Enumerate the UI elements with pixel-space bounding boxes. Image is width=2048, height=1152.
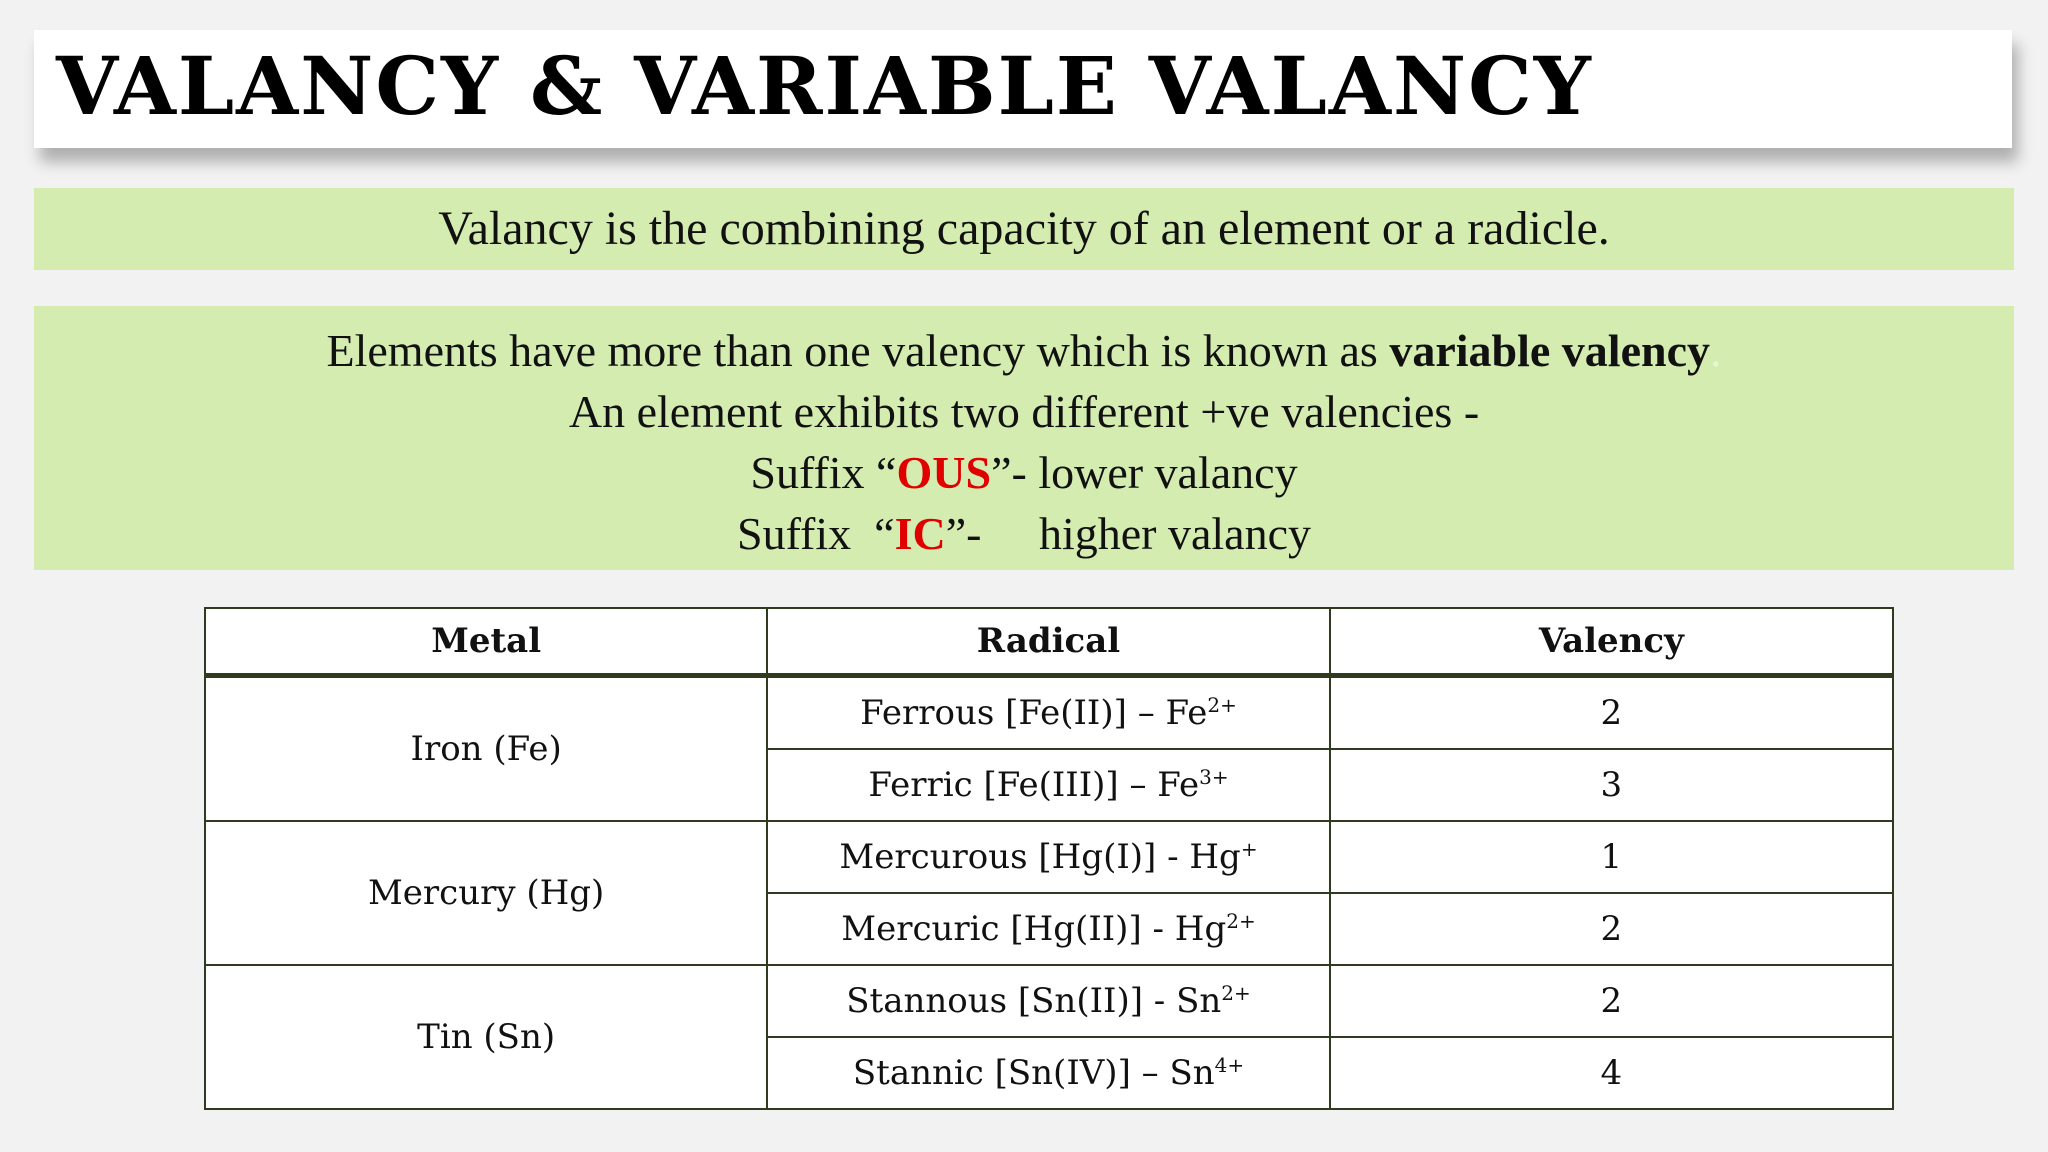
definition-box [34, 188, 2014, 270]
table-row [205, 676, 1893, 750]
radical-charge: 2+ [1207, 693, 1237, 717]
variable-valency-term: variable valency [1389, 325, 1710, 376]
metal-cell: Mercury (Hg) [205, 821, 767, 965]
radical-name: Ferric [Fe(III)] – Fe [868, 765, 1200, 805]
header-metal: Metal [205, 608, 767, 676]
valency-cell: 1 [1330, 821, 1893, 893]
suffix-ous-highlight: OUS [896, 447, 992, 498]
variable-valency-box [34, 306, 2014, 570]
radical-name: Stannic [Sn(IV)] – Sn [852, 1053, 1215, 1093]
suffix-ous-line [34, 442, 2014, 503]
radical-cell [767, 821, 1329, 893]
radical-charge: 2+ [1221, 981, 1251, 1005]
radical-cell [767, 893, 1329, 965]
radical-name: Mercurous [Hg(I)] - Hg [839, 837, 1241, 877]
table-row [205, 821, 1893, 893]
title-banner [34, 30, 2012, 148]
valency-cell: 2 [1330, 676, 1893, 750]
radical-charge: + [1240, 837, 1258, 861]
valancy-definition: Valancy is the combining capacity of an element or a radicle. [438, 202, 1610, 255]
metal-cell: Iron (Fe) [205, 676, 767, 822]
radical-name: Stannous [Sn(II)] - Sn [846, 981, 1222, 1021]
header-radical: Radical [767, 608, 1329, 676]
two-valencies-line: An element exhibits two different +ve valencies - [568, 386, 1480, 437]
radical-name: Ferrous [Fe(II)] – Fe [860, 693, 1208, 733]
variable-valency-line [34, 320, 2014, 381]
suffix-ic-meaning: ”- higher valancy [945, 508, 1311, 559]
header-valency: Valency [1330, 608, 1893, 676]
variable-valency-text: Elements have more than one valency which is known as [326, 325, 1390, 376]
radical-charge: 2+ [1226, 909, 1256, 933]
radical-charge: 4+ [1214, 1053, 1245, 1077]
metal-cell: Tin (Sn) [205, 965, 767, 1109]
table-header-row [205, 608, 1893, 676]
page-title: VALANCY & VARIABLE VALANCY [56, 39, 1593, 133]
radical-cell [767, 965, 1329, 1037]
suffix-ic-highlight: IC [894, 508, 946, 559]
valency-table [204, 607, 1894, 1110]
valency-cell: 4 [1330, 1037, 1893, 1109]
valency-cell: 2 [1330, 965, 1893, 1037]
valency-cell: 3 [1330, 749, 1893, 821]
radical-charge: 3+ [1199, 765, 1229, 789]
suffix-ous-prefix: Suffix “ [750, 447, 897, 498]
valency-table-container [204, 607, 1894, 1109]
suffix-ous-meaning: ”- lower valancy [991, 447, 1298, 498]
radical-cell [767, 676, 1329, 750]
radical-cell [767, 749, 1329, 821]
radical-name: Mercuric [Hg(II)] - Hg [841, 909, 1227, 949]
suffix-ic-prefix: Suffix “ [736, 508, 895, 559]
variable-valency-period: . [1710, 325, 1722, 376]
radical-cell [767, 1037, 1329, 1109]
valency-cell: 2 [1330, 893, 1893, 965]
table-row [205, 965, 1893, 1037]
suffix-ic-line [34, 503, 2014, 564]
